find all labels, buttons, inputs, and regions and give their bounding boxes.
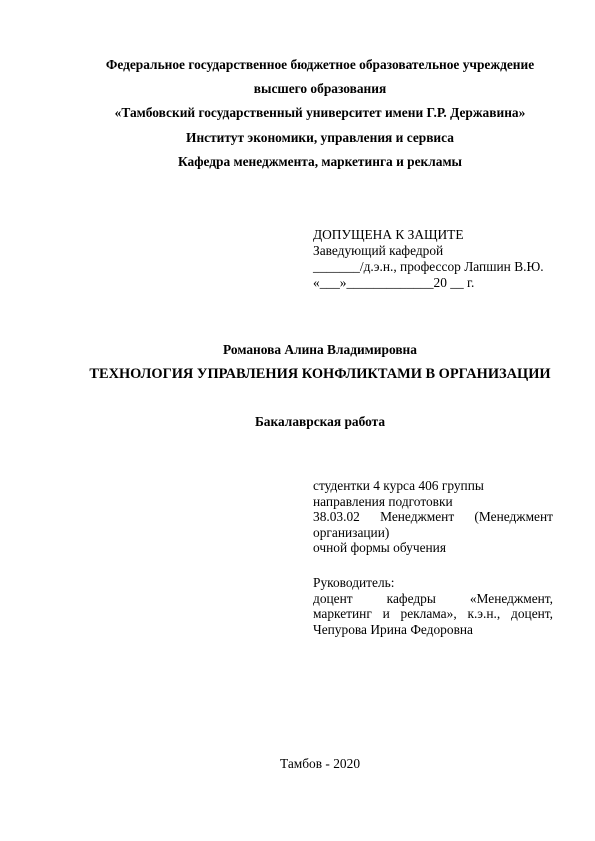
work-type: Бакалаврская работа [254, 414, 386, 429]
student-info-line: очной формы обучения [313, 540, 447, 555]
student-info-line: студентки 4 курса 406 группы [313, 478, 484, 493]
header-institute-line: Институт экономики, управления и сервиса [186, 130, 454, 145]
header-education-line: высшего образования [253, 81, 387, 96]
work-title: ТЕХНОЛОГИЯ УПРАВЛЕНИЯ КОНФЛИКТАМИ В ОРГАНИЗАЦИИ [89, 366, 551, 382]
author-name: Романова Алина Владимировна [223, 342, 417, 357]
supervisor-block [313, 575, 553, 637]
approval-signature: _______/д.э.н., профессор Лапшин В.Ю. [313, 259, 544, 274]
header-department-line: Кафедра менеджмента, маркетинга и рекламы [177, 154, 463, 169]
supervisor-name: Чепурова Ирина Федоровна [313, 621, 474, 637]
supervisor-line: доцент кафедры «Менеджмент, [313, 590, 553, 606]
approval-date: «___»_____________20 __ г. [313, 275, 475, 290]
approval-position: Заведующий кафедрой [313, 243, 444, 258]
student-info-line: направления подготовки [313, 493, 453, 509]
student-info-block [313, 478, 553, 556]
student-info-line: 38.03.02 Менеджмент (Менеджмент [313, 509, 553, 524]
student-info-line: организации) [313, 524, 390, 540]
city-year: Тамбов - 2020 [279, 756, 361, 771]
supervisor-line: маркетинг и реклама», к.э.н., доцент, [313, 606, 553, 621]
supervisor-label: Руководитель: [313, 575, 395, 590]
header-university-line: «Тамбовский государственный университет имени Г.Р. Державина» [114, 105, 526, 120]
header-ministry-line: Федеральное государственное бюджетное образовательное учреждение [105, 57, 535, 72]
approval-title: ДОПУЩЕНА К ЗАЩИТЕ [313, 227, 464, 242]
